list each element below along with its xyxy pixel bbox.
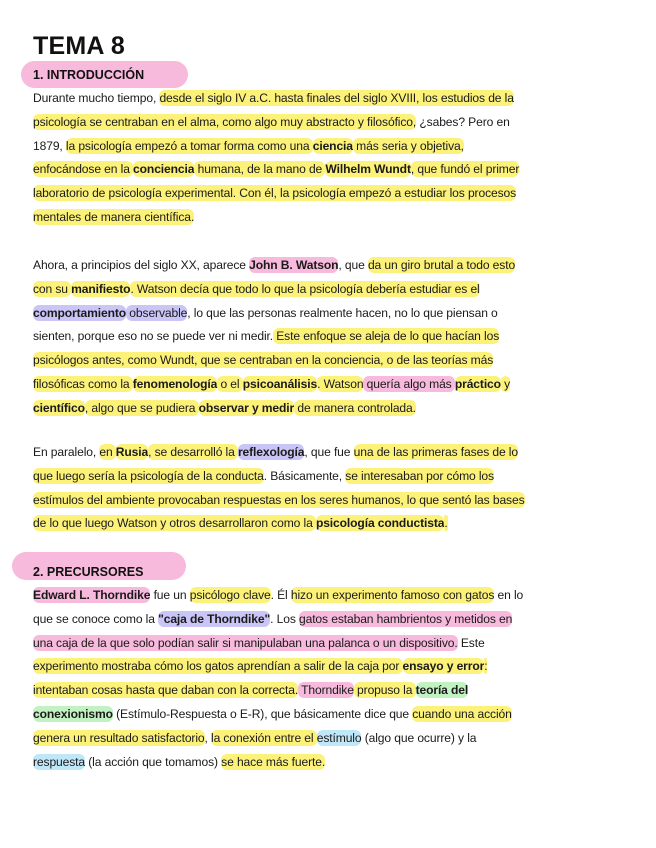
text-line: genera un resultado satisfactorio, la conexión entre el estímulo (algo que ocurre) y la	[33, 730, 477, 745]
text-line: que se conoce como la "caja de Thorndike". Los gatos estaban hambrientos y metidos en	[33, 611, 513, 626]
text-line: sienten, porque eso no se puede ver ni medir. Este enfoque se aleja de lo que hacían los	[33, 329, 500, 344]
text-line: filosóficas como la fenomenología o el psicoanálisis. Watson quería algo más práctico y	[33, 376, 511, 391]
text-line: estímulos del ambiente provocaban respuestas en los seres humanos, lo que sentó las bases	[33, 492, 525, 507]
text-line: enfocándose en la conciencia humana, de la mano de Wilhelm Wundt, que fundó el primer	[33, 162, 520, 177]
text-line: Durante mucho tiempo, desde el siglo IV a.C. hasta finales del siglo XVIII, los estudios de la	[33, 91, 514, 105]
text-line: conexionismo (Estímulo-Respuesta o E-R), que básicamente dice que cuando una acción	[33, 706, 512, 721]
paragraph-intro-1	[33, 87, 629, 230]
text-line: mentales de manera científica.	[33, 209, 195, 224]
text-line: con su manifiesto. Watson decía que todo lo que la psicología debería estudiar es el	[33, 281, 480, 296]
paragraph-precursores	[33, 584, 629, 774]
text-line: Edward L. Thorndike fue un psicólogo clave. Él hizo un experimento famoso con gatos en lo	[33, 588, 524, 602]
text-line: En paralelo, en Rusia, se desarrolló la reflexología, que fue una de las primeras fases de lo	[33, 445, 518, 459]
text-line: intentaban cosas hasta que daban con la correcta. Thorndike propuso la teoría del	[33, 683, 469, 698]
paragraph-intro-3	[33, 441, 629, 536]
text-line: una caja de la que solo podían salir si manipulaban una palanca o un dispositivo. Este	[33, 635, 485, 650]
text-line: psicólogos antes, como Wundt, que se centraban en la conciencia, o de las teorías más	[33, 353, 494, 368]
section-heading-introduccion: 1. INTRODUCCIÓN	[33, 68, 145, 82]
text-line: que luego sería la psicología de la conducta. Básicamente, se interesaban por cómo los	[33, 468, 494, 483]
text-line: laboratorio de psicología experimental. Con él, la psicología empezó a estudiar los procesos	[33, 186, 517, 201]
text-line: comportamiento observable, lo que las personas realmente hacen, no lo que piensan o	[33, 305, 498, 320]
text-line: 1879, la psicología empezó a tomar forma como una ciencia más seria y objetiva,	[33, 138, 464, 153]
text-line: Ahora, a principios del siglo XX, aparece John B. Watson, que da un giro brutal a todo esto	[33, 258, 516, 272]
text-line: respuesta (la acción que tomamos) se hace más fuerte.	[33, 754, 326, 769]
section-heading-precursores: 2. PRECURSORES	[33, 565, 144, 579]
text-line: psicología se centraban en el alma, como algo muy abstracto y filosófico, ¿sabes? Pero en	[33, 114, 510, 129]
paragraph-intro-2	[33, 254, 629, 421]
page-title: TEMA 8	[33, 32, 125, 60]
text-line: científico, algo que se pudiera observar y medir de manera controlada.	[33, 400, 416, 415]
text-line: de lo que luego Watson y otros desarrollaron como la psicología conductista.	[33, 516, 448, 531]
text-line: experimento mostraba cómo los gatos aprendían a salir de la caja por ensayo y error:	[33, 659, 488, 674]
